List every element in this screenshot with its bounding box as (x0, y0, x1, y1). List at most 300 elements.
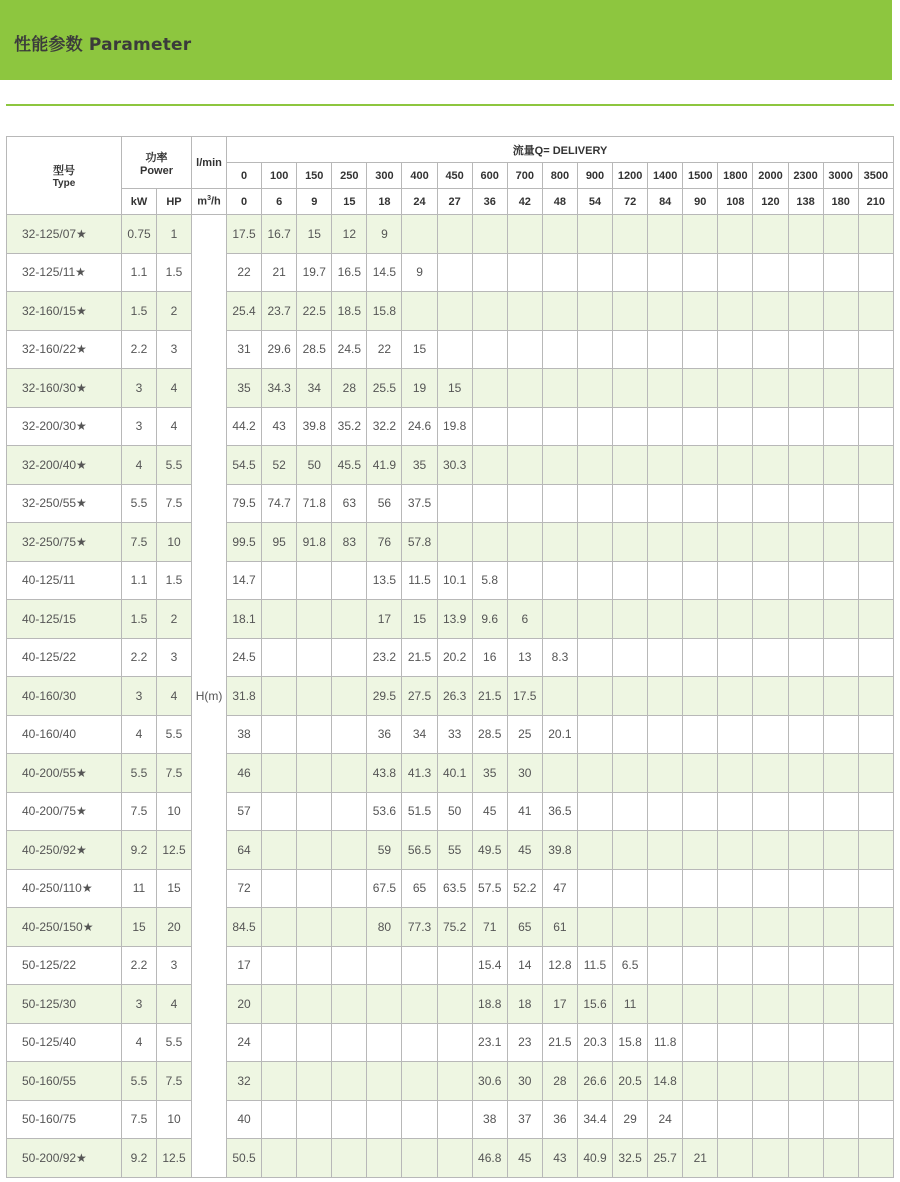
head-value-cell: 18.5 (332, 292, 367, 331)
head-value-cell (472, 292, 507, 331)
head-value-cell (753, 561, 788, 600)
kw-cell: 1.1 (122, 253, 157, 292)
head-value-cell: 12 (332, 215, 367, 254)
head-value-cell: 32 (227, 1062, 262, 1101)
head-value-cell (472, 523, 507, 562)
head-value-cell (753, 985, 788, 1024)
head-value-cell (262, 1100, 297, 1139)
table-row (7, 869, 894, 908)
kw-cell: 7.5 (122, 1100, 157, 1139)
flow-lmin-value: 0 (227, 163, 262, 189)
head-value-cell: 21 (683, 1139, 718, 1178)
head-value-cell (823, 369, 858, 408)
kw-cell: 5.5 (122, 484, 157, 523)
head-value-cell (823, 792, 858, 831)
head-value-cell: 20.3 (577, 1023, 612, 1062)
flow-m3h-value: 54 (577, 189, 612, 215)
type-label-cn: 型号 (53, 165, 75, 177)
flow-m3h-value: 0 (227, 189, 262, 215)
head-value-cell (542, 754, 577, 793)
table-row (7, 754, 894, 793)
head-value-cell: 36 (542, 1100, 577, 1139)
head-value-cell (332, 792, 367, 831)
table-body (7, 215, 894, 1178)
type-cell: 40-125/11 (7, 561, 122, 600)
head-value-cell (648, 715, 683, 754)
head-value-cell (788, 292, 823, 331)
head-value-cell (437, 946, 472, 985)
head-value-cell (718, 600, 753, 639)
kw-cell: 3 (122, 985, 157, 1024)
head-value-cell: 84.5 (227, 908, 262, 947)
head-value-cell: 25.4 (227, 292, 262, 331)
head-value-cell: 14.8 (648, 1062, 683, 1101)
head-value-cell (823, 253, 858, 292)
head-value-cell (788, 792, 823, 831)
divider (6, 104, 894, 106)
head-value-cell: 9 (402, 253, 437, 292)
head-value-cell (753, 292, 788, 331)
head-value-cell: 27.5 (402, 677, 437, 716)
table-row (7, 253, 894, 292)
head-value-cell (823, 908, 858, 947)
head-value-cell (332, 1100, 367, 1139)
head-value-cell (753, 600, 788, 639)
head-value-cell (297, 985, 332, 1024)
head-value-cell (367, 985, 402, 1024)
table-row (7, 1100, 894, 1139)
type-cell: 40-160/40 (7, 715, 122, 754)
head-value-cell: 45 (507, 831, 542, 870)
head-value-cell (332, 1139, 367, 1178)
table-row (7, 446, 894, 485)
head-value-cell: 52 (262, 446, 297, 485)
head-value-cell (683, 561, 718, 600)
head-value-cell (718, 1062, 753, 1101)
head-value-cell (437, 484, 472, 523)
kw-cell: 1.1 (122, 561, 157, 600)
head-value-cell (297, 792, 332, 831)
head-value-cell (788, 215, 823, 254)
type-cell: 40-200/75★ (7, 792, 122, 831)
head-value-cell: 16.5 (332, 253, 367, 292)
head-value-cell: 56 (367, 484, 402, 523)
head-value-cell (823, 869, 858, 908)
head-value-cell: 55 (437, 831, 472, 870)
flow-lmin-value: 800 (542, 163, 577, 189)
head-value-cell (613, 484, 648, 523)
head-value-cell (297, 1100, 332, 1139)
head-value-cell (332, 908, 367, 947)
head-value-cell (297, 946, 332, 985)
table-row (7, 523, 894, 562)
head-value-cell (718, 292, 753, 331)
head-value-cell (613, 715, 648, 754)
power-label-en: Power (140, 164, 174, 177)
head-value-cell (718, 908, 753, 947)
head-value-cell (507, 523, 542, 562)
kw-cell: 15 (122, 908, 157, 947)
head-value-cell (648, 369, 683, 408)
head-value-cell (332, 946, 367, 985)
table-row (7, 330, 894, 369)
head-value-cell (542, 215, 577, 254)
head-value-cell (648, 253, 683, 292)
kw-cell: 5.5 (122, 1062, 157, 1101)
head-value-cell (613, 446, 648, 485)
head-value-cell: 36 (367, 715, 402, 754)
flow-m3h-value: 120 (753, 189, 788, 215)
head-value-cell (753, 446, 788, 485)
head-value-cell (753, 484, 788, 523)
head-value-cell (788, 369, 823, 408)
head-value-cell (718, 407, 753, 446)
head-value-cell: 77.3 (402, 908, 437, 947)
type-cell: 32-250/75★ (7, 523, 122, 562)
head-value-cell (507, 215, 542, 254)
head-value-cell (788, 908, 823, 947)
head-value-cell (718, 1100, 753, 1139)
head-value-cell (367, 1139, 402, 1178)
head-value-cell: 15 (402, 600, 437, 639)
head-value-cell (297, 638, 332, 677)
head-value-cell (858, 292, 893, 331)
head-value-cell (613, 638, 648, 677)
head-value-cell: 18.1 (227, 600, 262, 639)
head-value-cell (823, 292, 858, 331)
head-value-cell (542, 677, 577, 716)
head-value-cell: 91.8 (297, 523, 332, 562)
head-value-cell (648, 985, 683, 1024)
head-value-cell: 14.5 (367, 253, 402, 292)
head-value-cell: 21.5 (472, 677, 507, 716)
head-value-cell (262, 600, 297, 639)
head-value-cell (788, 523, 823, 562)
head-value-cell (858, 754, 893, 793)
head-value-cell (823, 638, 858, 677)
head-value-cell (718, 985, 753, 1024)
type-cell: 40-160/30 (7, 677, 122, 716)
head-value-cell: 44.2 (227, 407, 262, 446)
head-value-cell: 36.5 (542, 792, 577, 831)
head-value-cell: 26.3 (437, 677, 472, 716)
head-value-cell: 8.3 (542, 638, 577, 677)
head-value-cell (577, 446, 612, 485)
head-value-cell (577, 484, 612, 523)
table-row (7, 600, 894, 639)
head-value-cell (437, 1062, 472, 1101)
head-value-cell: 40.9 (577, 1139, 612, 1178)
head-value-cell: 61 (542, 908, 577, 947)
head-value-cell: 99.5 (227, 523, 262, 562)
head-value-cell (683, 677, 718, 716)
head-value-cell: 45 (507, 1139, 542, 1178)
head-value-cell (648, 831, 683, 870)
head-value-cell: 20.1 (542, 715, 577, 754)
head-value-cell (718, 1023, 753, 1062)
head-value-cell: 29.5 (367, 677, 402, 716)
head-value-cell (613, 677, 648, 716)
hp-cell: 12.5 (157, 831, 192, 870)
flow-lmin-value: 2000 (753, 163, 788, 189)
head-value-cell (472, 253, 507, 292)
head-value-cell (683, 985, 718, 1024)
hp-cell: 7.5 (157, 484, 192, 523)
head-value-cell: 39.8 (297, 407, 332, 446)
head-value-cell (823, 446, 858, 485)
head-value-cell (577, 677, 612, 716)
head-value-cell: 15 (402, 330, 437, 369)
head-value-cell (437, 1139, 472, 1178)
head-value-cell (542, 292, 577, 331)
head-value-cell (683, 215, 718, 254)
flow-m3h-value: 180 (823, 189, 858, 215)
head-value-cell (507, 561, 542, 600)
head-value-cell (332, 600, 367, 639)
kw-cell: 7.5 (122, 792, 157, 831)
head-value-cell: 30.3 (437, 446, 472, 485)
head-value-cell (472, 484, 507, 523)
head-value-cell (718, 677, 753, 716)
head-value-cell (332, 715, 367, 754)
head-value-cell (858, 908, 893, 947)
head-value-cell: 50 (437, 792, 472, 831)
head-value-cell (858, 638, 893, 677)
table-row (7, 407, 894, 446)
head-value-cell: 63 (332, 484, 367, 523)
head-value-cell: 19 (402, 369, 437, 408)
head-unit-cell: H(m) (192, 215, 227, 1178)
kw-cell: 5.5 (122, 754, 157, 793)
type-cell: 50-160/75 (7, 1100, 122, 1139)
kw-cell: 4 (122, 446, 157, 485)
flow-m3h-value: 15 (332, 189, 367, 215)
head-value-cell (858, 600, 893, 639)
head-value-cell (858, 523, 893, 562)
head-value-cell: 31 (227, 330, 262, 369)
flow-lmin-value: 600 (472, 163, 507, 189)
head-value-cell: 59 (367, 831, 402, 870)
head-value-cell: 28.5 (472, 715, 507, 754)
head-value-cell: 47 (542, 869, 577, 908)
flow-lmin-value: 700 (507, 163, 542, 189)
head-value-cell: 11.5 (402, 561, 437, 600)
head-value-cell (437, 253, 472, 292)
flow-lmin-value: 1800 (718, 163, 753, 189)
head-value-cell (858, 1062, 893, 1101)
head-value-cell: 51.5 (402, 792, 437, 831)
head-value-cell (577, 715, 612, 754)
head-value-cell (332, 754, 367, 793)
head-value-cell (542, 484, 577, 523)
head-value-cell (753, 1023, 788, 1062)
head-value-cell (823, 1062, 858, 1101)
head-value-cell (753, 946, 788, 985)
head-value-cell (648, 908, 683, 947)
head-value-cell: 71.8 (297, 484, 332, 523)
table-row (7, 1062, 894, 1101)
flow-lmin-value: 2300 (788, 163, 823, 189)
head-value-cell (297, 908, 332, 947)
head-value-cell: 76 (367, 523, 402, 562)
head-value-cell (402, 215, 437, 254)
head-value-cell: 83 (332, 523, 367, 562)
head-value-cell (613, 561, 648, 600)
head-value-cell (507, 484, 542, 523)
head-value-cell (613, 908, 648, 947)
head-value-cell: 9.6 (472, 600, 507, 639)
head-value-cell (613, 369, 648, 408)
flow-lmin-value: 100 (262, 163, 297, 189)
head-value-cell (577, 908, 612, 947)
head-value-cell (402, 1139, 437, 1178)
table-row (7, 831, 894, 870)
table-row (7, 292, 894, 331)
head-value-cell (472, 446, 507, 485)
head-value-cell (823, 985, 858, 1024)
head-value-cell: 37.5 (402, 484, 437, 523)
kw-header: kW (122, 189, 157, 215)
type-cell: 50-125/40 (7, 1023, 122, 1062)
head-value-cell (472, 407, 507, 446)
kw-cell: 3 (122, 407, 157, 446)
head-value-cell (788, 1139, 823, 1178)
flow-m3h-value: 210 (858, 189, 893, 215)
head-value-cell: 24 (227, 1023, 262, 1062)
head-value-cell: 31.8 (227, 677, 262, 716)
head-value-cell (297, 831, 332, 870)
head-value-cell (577, 292, 612, 331)
flow-m3h-value: 6 (262, 189, 297, 215)
flow-m3h-value: 108 (718, 189, 753, 215)
head-value-cell: 21 (262, 253, 297, 292)
head-value-cell (437, 330, 472, 369)
head-value-cell (297, 561, 332, 600)
flow-m3h-value: 48 (542, 189, 577, 215)
m3h-unit-header: $m^3/h$ (192, 189, 227, 215)
hp-cell: 3 (157, 946, 192, 985)
flow-lmin-value: 3000 (823, 163, 858, 189)
head-value-cell (262, 1023, 297, 1062)
head-value-cell: 46 (227, 754, 262, 793)
head-value-cell (718, 869, 753, 908)
head-value-cell: 32.5 (613, 1139, 648, 1178)
head-value-cell (683, 792, 718, 831)
head-value-cell: 35 (227, 369, 262, 408)
head-value-cell: 79.5 (227, 484, 262, 523)
head-value-cell (683, 946, 718, 985)
head-value-cell (507, 330, 542, 369)
head-value-cell: 39.8 (542, 831, 577, 870)
head-value-cell: 11.5 (577, 946, 612, 985)
head-value-cell: 16 (472, 638, 507, 677)
head-value-cell (262, 908, 297, 947)
head-value-cell: 33 (437, 715, 472, 754)
head-value-cell (262, 869, 297, 908)
type-cell: 40-250/110★ (7, 869, 122, 908)
head-value-cell (718, 215, 753, 254)
type-cell: 32-200/40★ (7, 446, 122, 485)
head-value-cell (648, 446, 683, 485)
head-value-cell (683, 869, 718, 908)
head-value-cell (648, 523, 683, 562)
head-value-cell: 72 (227, 869, 262, 908)
head-value-cell (823, 1100, 858, 1139)
head-value-cell (753, 792, 788, 831)
head-value-cell (788, 985, 823, 1024)
head-value-cell: 13.5 (367, 561, 402, 600)
table-row (7, 1023, 894, 1062)
head-value-cell: 11.8 (648, 1023, 683, 1062)
head-value-cell: 30.6 (472, 1062, 507, 1101)
flow-lmin-value: 1500 (683, 163, 718, 189)
head-value-cell (402, 292, 437, 331)
head-value-cell (718, 561, 753, 600)
head-value-cell (402, 946, 437, 985)
head-value-cell (788, 330, 823, 369)
head-value-cell: 6.5 (613, 946, 648, 985)
head-value-cell (648, 484, 683, 523)
head-value-cell (788, 600, 823, 639)
head-value-cell (332, 1023, 367, 1062)
head-value-cell: 57.8 (402, 523, 437, 562)
head-value-cell: 34.4 (577, 1100, 612, 1139)
head-value-cell (332, 561, 367, 600)
head-value-cell (753, 715, 788, 754)
head-value-cell: 30 (507, 754, 542, 793)
head-value-cell (332, 638, 367, 677)
head-value-cell: 53.6 (367, 792, 402, 831)
hp-cell: 3 (157, 330, 192, 369)
head-value-cell (683, 1100, 718, 1139)
head-value-cell (753, 369, 788, 408)
table-row (7, 985, 894, 1024)
power-label-cn: 功率 (145, 151, 168, 164)
head-value-cell (577, 792, 612, 831)
flow-lmin-value: 1400 (648, 163, 683, 189)
kw-cell: 9.2 (122, 1139, 157, 1178)
kw-cell: 2.2 (122, 946, 157, 985)
table-row (7, 946, 894, 985)
head-value-cell (613, 831, 648, 870)
head-value-cell (858, 677, 893, 716)
type-cell: 50-160/55 (7, 1062, 122, 1101)
head-value-cell (332, 985, 367, 1024)
head-value-cell (437, 292, 472, 331)
head-value-cell: 45.5 (332, 446, 367, 485)
head-value-cell: 19.7 (297, 253, 332, 292)
hp-cell: 15 (157, 869, 192, 908)
kw-cell: 0.75 (122, 215, 157, 254)
head-value-cell (472, 215, 507, 254)
head-value-cell (858, 1100, 893, 1139)
head-value-cell (788, 1100, 823, 1139)
kw-cell: 4 (122, 1023, 157, 1062)
kw-cell: 2.2 (122, 638, 157, 677)
table-header (7, 137, 894, 215)
head-value-cell (753, 908, 788, 947)
head-value-cell (823, 946, 858, 985)
head-value-cell (648, 292, 683, 331)
hp-cell: 7.5 (157, 754, 192, 793)
head-value-cell (402, 1023, 437, 1062)
head-value-cell: 21.5 (542, 1023, 577, 1062)
hp-cell: 4 (157, 369, 192, 408)
head-value-cell (577, 369, 612, 408)
head-value-cell (402, 1100, 437, 1139)
head-value-cell: 35 (472, 754, 507, 793)
hp-cell: 4 (157, 407, 192, 446)
